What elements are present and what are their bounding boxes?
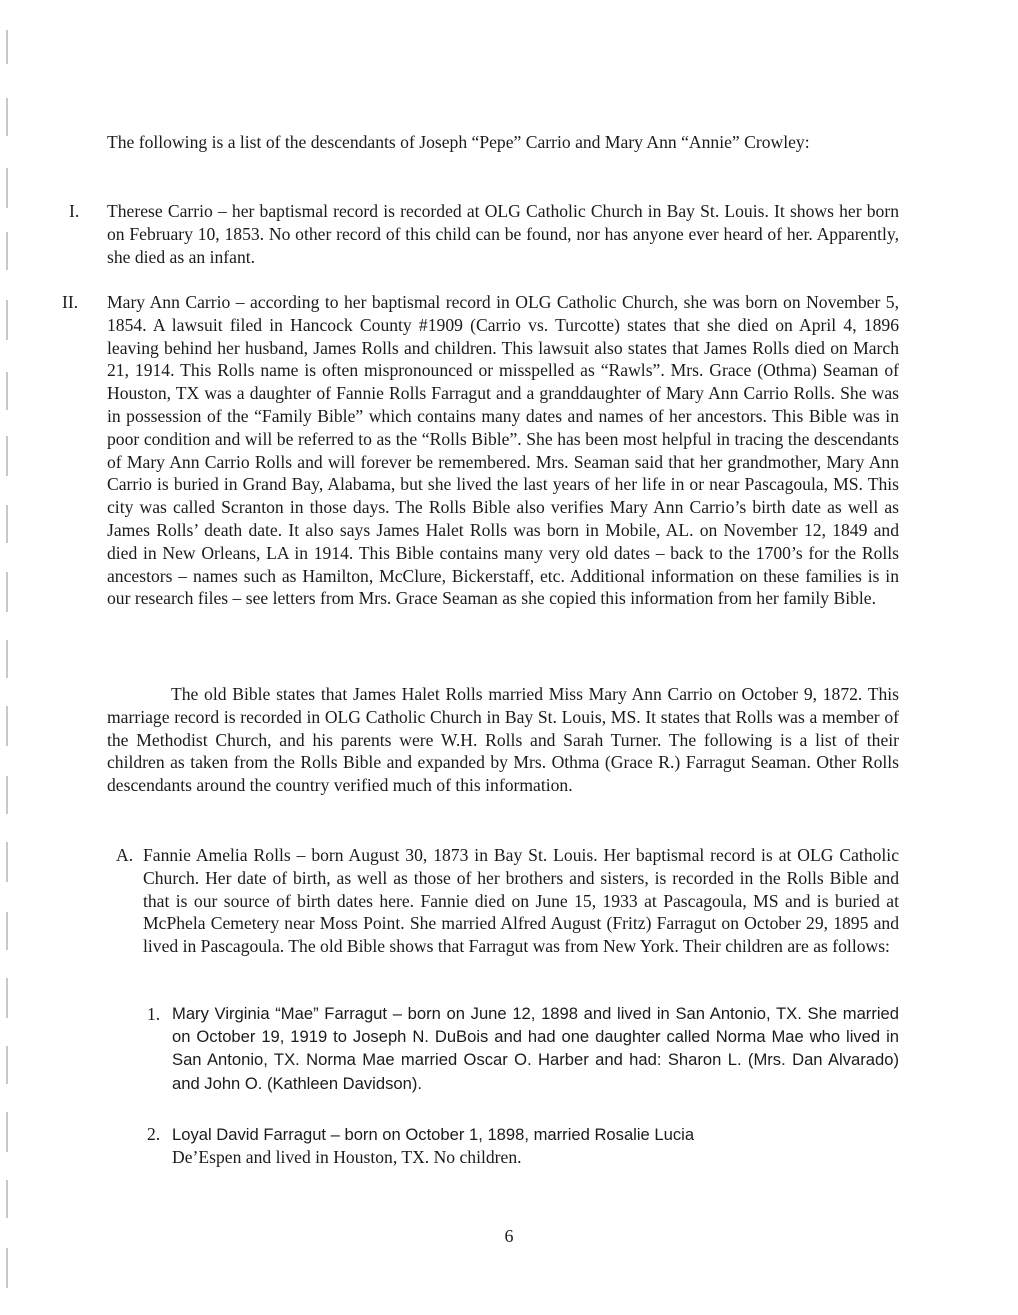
subsection-letter: A. [116,845,134,865]
section-paragraph: Therese Carrio – her baptismal record is recorded at OLG Catholic Church in Bay St. Louis. It shows her born on February 10, 1853. No other record of this child can be found, nor has anyone ever heard of her. Apparently, she died as an infant. [107,201,899,267]
page-number: 6 [504,1226,514,1246]
section-paragraph: Mary Ann Carrio – according to her baptismal record in OLG Catholic Church, she was born on November 5, 1854. A lawsuit filed in Hancock County #1909 (Carrio vs. Turcotte) states that she died on April 4, 1896 leaving behind her husband, James Rolls and children. This lawsuit also states that James Rolls died on March 21, 1914. This Rolls name is often mispronounced or misspelled as “Rawls”. Mrs. Grace (Othma) Seaman of Houston, TX was a daughter of Fannie Rolls Farragut and a granddaughter of Mary Ann Carrio Rolls. She was in possession of the “Family Bible” which contains many dates and names of her ancestors. This Bible was in poor condition and will be referred to as the “Rolls Bible”. She has been most helpful in tracing the descendants of Mary Ann Carrio Rolls and will forever be remembered. Mrs. Seaman said that her grandmother, Mary Ann Carrio is buried in Grand Bay, Alabama, but she lived the last years of her life in or near Pascagoula, MS. This city was called Scranton in those days. The Rolls Bible also verifies Mary Ann Carrio’s birth date as well as James Rolls’ death date. It also says James Halet Rolls was born in Mobile, AL. on November 12, 1849 and died in New Orleans, LA in 1914. This Bible contains many very old dates – back to the 1700’s for the Rolls ancestors – names such as Hamilton, McClure, Bickerstaff, etc. Additional information on these families is in our research files – see letters from Mrs. Grace Seaman as she copied this information from her family Bible. [107,292,899,609]
section-numeral: I. [69,201,80,221]
child-list-number: 2. [147,1124,161,1144]
child-list-item-line: Loyal David Farragut – born on October 1, 1898, married Rosalie Lucia [172,1125,695,1144]
child-list-item-line: De’Espen and lived in Houston, TX. No children. [172,1147,522,1167]
child-list-number: 1. [147,1004,161,1024]
child-list-item: Mary Virginia “Mae” Farragut – born on June 12, 1898 and lived in San Antonio, TX. She married on October 19, 1919 to Joseph N. DuBois and had one daughter called Norma Mae who lived in San Antonio, TX. Norma Mae married Oscar O. Harber and had: Sharon L. (Mrs. Dan Alvarado) and John O. (Kathleen Davidson). [172,1004,899,1093]
section-numeral: II. [62,292,79,312]
section-continuation-paragraph: The old Bible states that James Halet Rolls married Miss Mary Ann Carrio on October 9, 1872. This marriage record is recorded in OLG Catholic Church in Bay St. Louis, MS. It states that Rolls was a member of the Methodist Church, and his parents were W.H. Rolls and Sarah Turner. The following is a list of their children as taken from the Rolls Bible and expanded by Mrs. Othma (Grace R.) Farragut Seaman. Other Rolls descendants around the country verified much of this information. [107,684,899,796]
subsection-paragraph: Fannie Amelia Rolls – born August 30, 1873 in Bay St. Louis. Her baptismal record is at OLG Catholic Church. Her date of birth, as well as those of her brothers and sisters, is recorded in the Rolls Bible and that is our source of birth dates here. Fannie died on June 15, 1933 at Pascagoula, MS and is buried at McPhela Cemetery near Moss Point. She married Alfred August (Fritz) Farragut on October 29, 1895 and lived in Pascagoula. The old Bible shows that Farragut was from New York. Their children are as follows: [143,845,899,957]
intro-paragraph: The following is a list of the descendants of Joseph “Pepe” Carrio and Mary Ann “Annie” Crowley: [107,132,810,152]
